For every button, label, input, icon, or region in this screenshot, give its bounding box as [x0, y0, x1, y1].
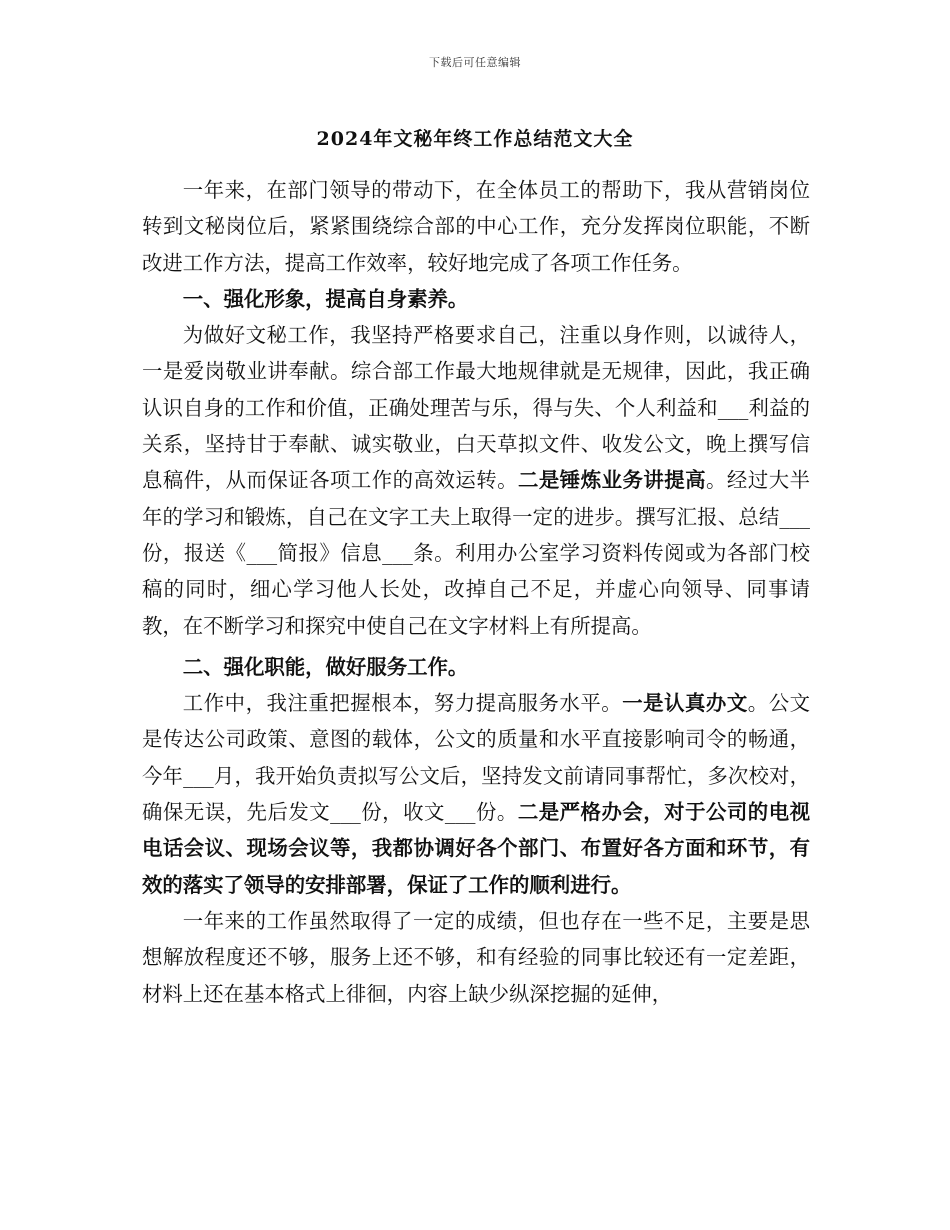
- closing-paragraph: 一年来的工作虽然取得了一定的成绩，但也存在一些不足，主要是思想解放程度还不够，服务上还不够，和有经验的同事比较还有一定差距，材料上还在基本格式上徘徊，内容上缺少纵深挖掘的延伸，: [142, 908, 810, 1006]
- section-2-text-b: 。公文是传达公司政策、意图的载体，公文的质量和水平直接影响司令的畅通，今年___月，我开始负责拟写公文后，坚持发文前请同事帮忙，多次校对，确保无误，先后发文___份，收文___份。: [142, 691, 811, 825]
- page-header-note: 下载后可任意编辑: [429, 56, 521, 69]
- intro-paragraph: 一年来，在部门领导的带动下，在全体员工的帮助下，我从营销岗位转到文秘岗位后，紧紧围绕综合部的中心工作，充分发挥岗位职能，不断改进工作方法，提高工作效率，较好地完成了各项工作任务。: [142, 178, 810, 275]
- section-1-heading: 一、强化形象，提高自身素养。: [182, 286, 469, 311]
- section-1-bold-a: 二是锤炼业务讲提高: [518, 468, 707, 493]
- section-2-heading: 二、强化职能，做好服务工作。: [182, 654, 469, 679]
- section-1-text-a: 为做好文秘工作，我坚持严格要求自己，注重以身作则，以诚待人，一是爱岗敬业讲奉献。综合部工作最大地规律就是无规律，因此，我正确认识自身的工作和价值，正确处理苦与乐，得与失、个人利益和___利益的关系，坚持甘于奉献、诚实敬业，白天草拟文件、收发公文，晚上撰写信息稿件，从而保证各项工作的高效运转。: [142, 323, 810, 493]
- document-title: 2024年文秘年终工作总结范文大全: [316, 128, 634, 150]
- section-2-text-a: 工作中，我注重把握根本，努力提高服务水平。: [182, 691, 623, 716]
- section-1-text-b: 。经过大半年的学习和锻炼，自己在文字工夫上取得一定的进步。撰写汇报、总结___份，报送《___简报》信息___条。利用办公室学习资料传阅或为各部门校稿的同时，细心学习他人长处，改掉自己不足，并虚心向领导、同事请教，在不断学习和探究中使自己在文字材料上有所提高。: [142, 468, 810, 638]
- section-2-bold-b: 二是严格办会，对于公司的电视电话会议、现场会议等，我都协调好各个部门、布置好各方面和环节，有效的落实了领导的安排部署，保证了工作的顺利进行。: [142, 800, 811, 897]
- section-1-paragraph: [142, 317, 810, 644]
- document-body: [142, 172, 810, 1012]
- section-2-paragraph: [142, 685, 810, 903]
- section-2-bold-a: 一是认真办文: [622, 691, 748, 716]
